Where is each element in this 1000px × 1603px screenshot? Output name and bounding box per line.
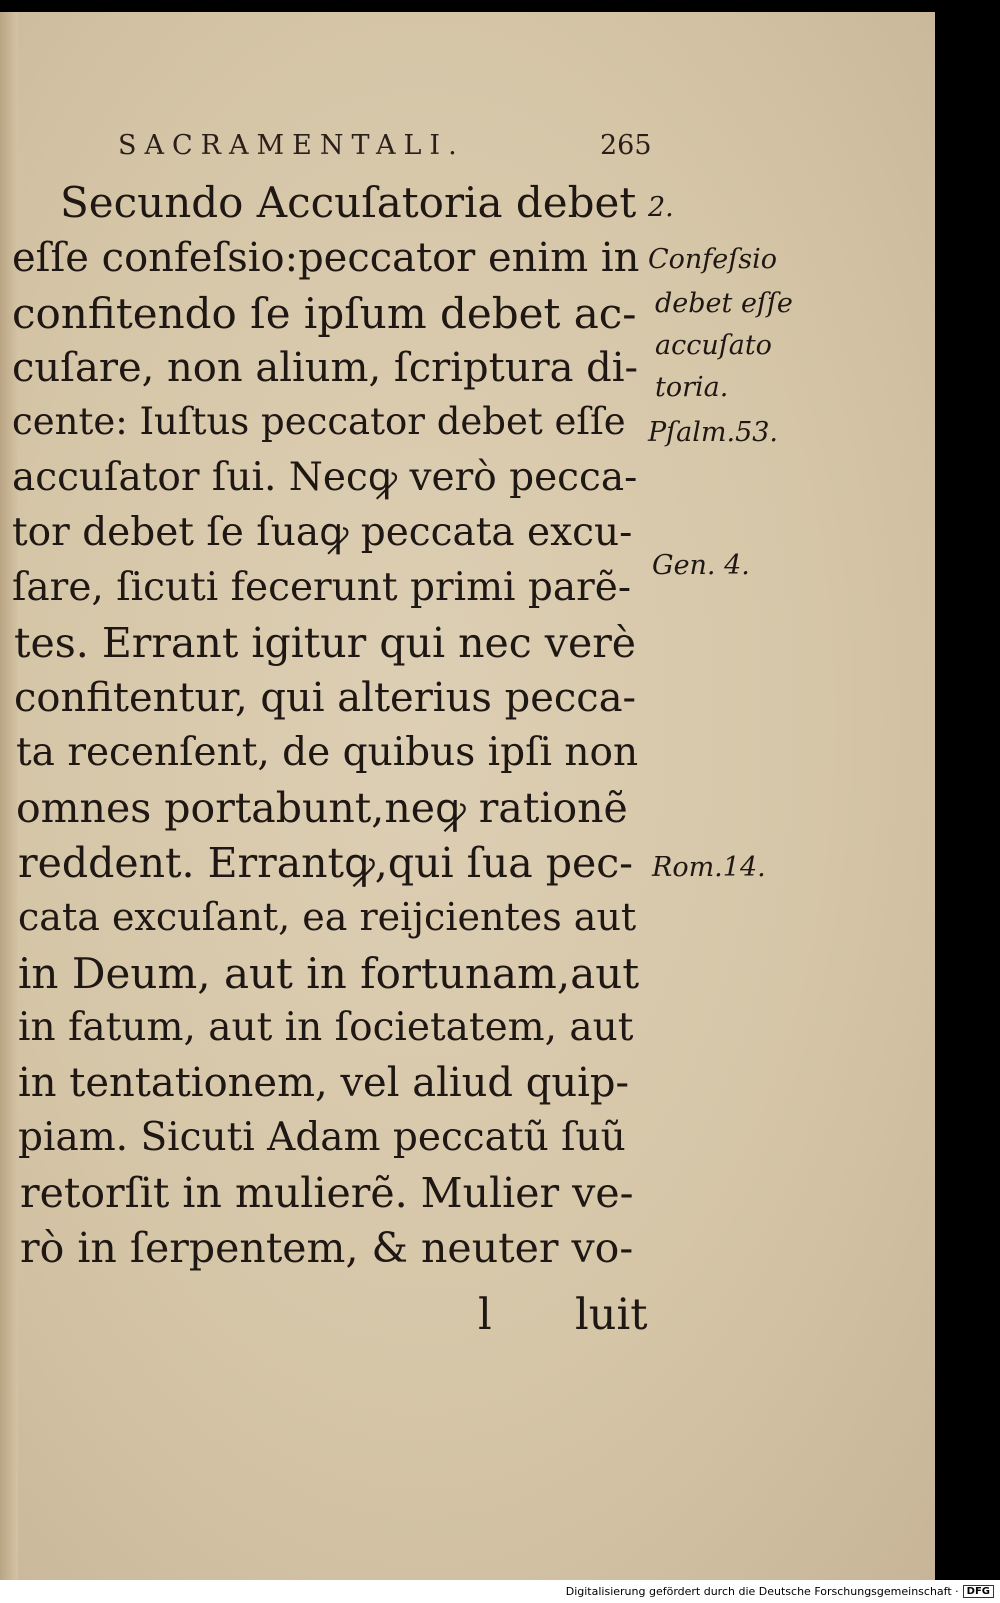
body-line: accuſator ſui. Necꝙ verò pecca- xyxy=(12,455,638,500)
body-line: eſſe confeſsio:peccator enim in xyxy=(12,235,640,281)
footer-credit: Digitalisierung gefördert durch die Deutsche Forschungsgemeinschaft · xyxy=(565,1585,959,1598)
body-line: tes. Errant igitur qui nec verè xyxy=(14,619,637,667)
body-line: omnes portabunt,neꝙ rationẽ xyxy=(16,784,628,832)
body-line: confitentur, qui alterius pecca- xyxy=(14,675,637,721)
margin-note: Confeſsio xyxy=(648,244,778,275)
body-line: reddent. Errantꝙ,qui ſua pec- xyxy=(18,839,634,887)
margin-note: debet eſſe xyxy=(655,288,793,319)
margin-note: toria. xyxy=(655,372,729,403)
margin-note: Rom.14. xyxy=(652,852,766,883)
margin-note: 2. xyxy=(648,192,674,223)
body-line: in fatum, aut in ſocietatem, aut xyxy=(18,1005,634,1050)
book-page xyxy=(0,12,935,1580)
body-line: tor debet ſe ſuaꝙ peccata excu- xyxy=(12,510,633,555)
body-line: ta recenſent, de quibus ipſi non xyxy=(16,730,639,775)
dfg-logo: DFG xyxy=(963,1585,994,1598)
body-line: cata excuſant, ea reijcientes aut xyxy=(18,895,637,939)
signature-mark: l xyxy=(478,1290,492,1340)
body-line: cente: Iuſtus peccator debet eſſe xyxy=(12,400,626,443)
body-line: Secundo Accuſatoria debet xyxy=(60,178,637,227)
body-line: piam. Sicuti Adam peccatũ ſuũ xyxy=(18,1115,626,1160)
body-line: cuſare, non alium, ſcriptura di- xyxy=(12,345,639,391)
page-number: 265 xyxy=(600,130,652,161)
body-line: retorſit in mulierẽ. Mulier ve- xyxy=(20,1169,634,1217)
body-line: in Deum, aut in fortunam,aut xyxy=(18,949,640,998)
running-title: SACRAMENTALI. xyxy=(118,130,465,161)
margin-note: accuſato xyxy=(655,330,772,361)
digitization-footer xyxy=(0,1580,1000,1603)
body-line: in tentationem, vel aliud quip- xyxy=(18,1060,630,1106)
body-line: rò in ſerpentem, & neuter vo- xyxy=(20,1224,634,1272)
catchword: luit xyxy=(575,1290,648,1340)
body-line: confitendo ſe ipſum debet ac- xyxy=(12,289,637,338)
margin-note: Pſalm.53. xyxy=(648,417,779,448)
body-line: ſare, ſicuti fecerunt primi parẽ- xyxy=(12,565,632,610)
margin-note: Gen. 4. xyxy=(652,550,750,581)
